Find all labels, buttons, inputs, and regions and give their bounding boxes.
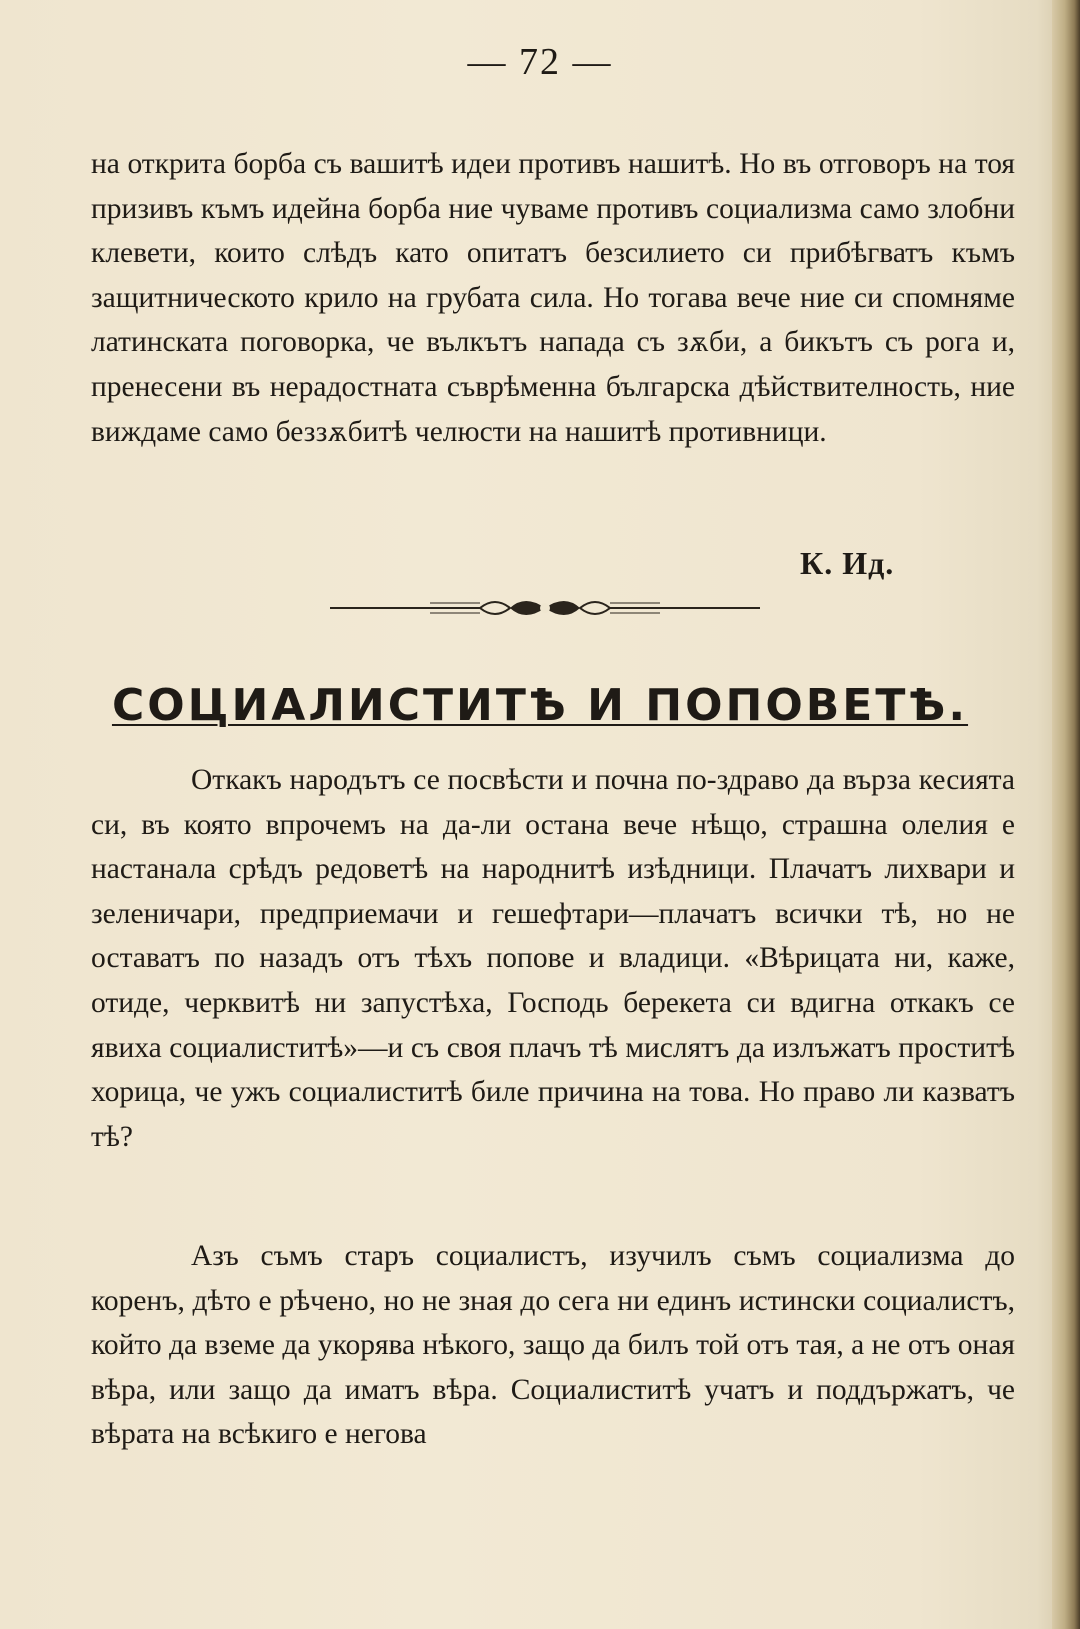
author-signature: К. Ид. bbox=[800, 545, 895, 581]
paragraph: Азъ съмъ старъ социалистъ, изучилъ съмъ социализма до коренъ, дѣто е рѣчено, но не зная до сега ни единъ истински социалистъ, който да вземе да укорява нѣкого, защо да билъ той отъ тая, а не отъ оная вѣра, или защо да иматъ вѣра. Социалиститѣ учатъ и поддържатъ, че вѣрата на всѣкиго е негова bbox=[91, 1240, 1015, 1451]
ornament-divider bbox=[330, 588, 760, 628]
book-spine-shadow bbox=[1052, 0, 1080, 1629]
article-title: СОЦИАЛИСТИТѢ И ПОПОВЕТѢ. bbox=[111, 680, 969, 731]
paragraph: Откакъ народътъ се посвѣсти и почна по-здраво да върза кесията си, въ която впрочемъ на да-ли остана вече нѣщо, страшна олелия е настанала срѣдъ редоветѣ на народнитѣ изѣдници. Плачатъ лихвари и зеленичари, предприемачи и гешефтари—плачатъ всички тѣ, но не оставатъ по назадъ отъ тѣхъ попове и владици. «Вѣрицата ни, каже, отиде, черквитѣ ни запустѣха, Господь берекета си вдигна откакъ се явиха социалиститѣ»—и съ своя плачъ тѣ мислятъ да излъжатъ проститѣ хорица, че ужъ социалиститѣ биле причина на това. Но право ли казватъ тѣ? bbox=[91, 764, 1015, 1153]
page-number: — 72 — bbox=[467, 41, 613, 83]
article-continuation bbox=[91, 142, 1015, 454]
article-body-continued bbox=[91, 1234, 1015, 1457]
paragraph: на открита борба съ вашитѣ идеи противъ нашитѣ. Но въ отговоръ на тоя призивъ къмъ идейна борба ние чуваме противъ социализма само злобни клевети, които слѣдъ като опитатъ безсилието си прибѣгватъ къмъ защитническото крило на грубата сила. Но тогава вече ние си спомняме латинската поговорка, че вълкътъ напада съ зѫби, а бикътъ съ рога и, пренесени въ нерадостната съврѣменна българска дѣйствителность, ние виждаме само беззѫбитѣ челюсти на нашитѣ противници. bbox=[91, 148, 1015, 448]
article-body bbox=[91, 758, 1015, 1159]
